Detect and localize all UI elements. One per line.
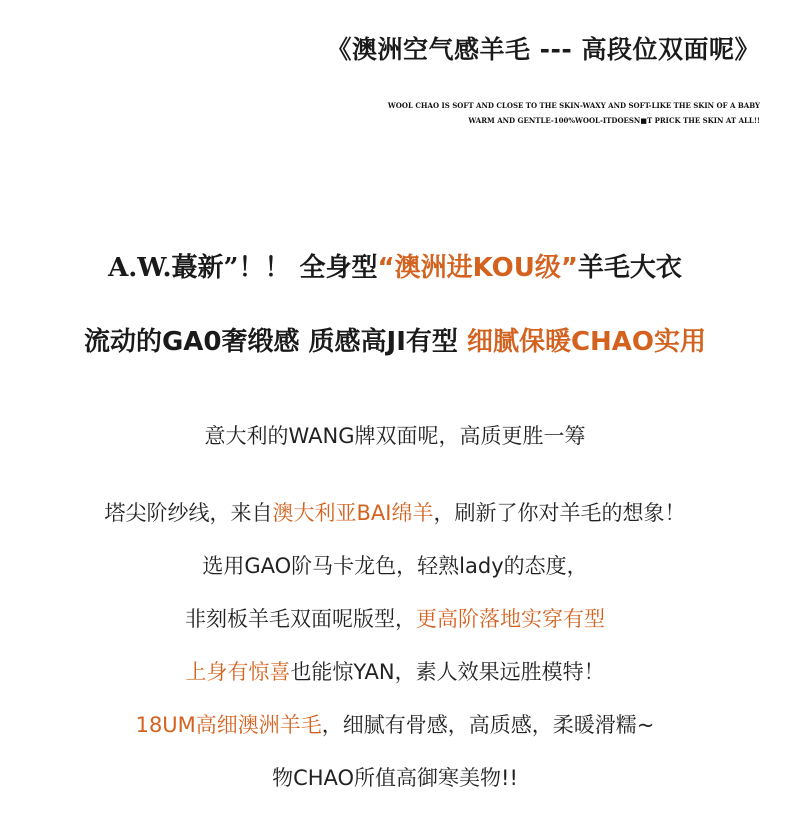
body-line-1-highlight: 澳大利亚BAI绵羊: [272, 501, 434, 525]
page-title: 《澳洲空气感羊毛 --- 高段位双面呢》: [326, 35, 760, 64]
headline-1-text: 全身型: [290, 253, 378, 283]
headline-2-text: 流动的GA0奢缎感 质感高JI有型: [83, 327, 467, 357]
body-line-4-highlight: 上身有惊喜: [185, 660, 291, 684]
body-line-5-highlight: 18UM高细澳洲羊毛: [135, 713, 322, 737]
headline-1: [0, 247, 790, 284]
english-subtitle-line-2: WARM AND GENTLE-100%WOOL-ITDOESN■T PRICK THE SKIN AT ALL!!: [468, 116, 760, 125]
body-line-3-highlight: 更高阶落地实穿有型: [416, 607, 605, 631]
headline-1-product: 羊毛大衣: [577, 253, 682, 283]
body-line-1: [0, 497, 790, 527]
body-line-6: 物CHAO所值高御寒美物!!: [272, 766, 518, 790]
headline-2-highlight: 细腻保暖CHAO实用: [466, 327, 707, 357]
headline-1-brand: A.W.蕞新”！！: [108, 253, 291, 283]
body-line-1-text-c: ，刷新了你对羊毛的想象！: [433, 501, 686, 525]
body-line-5: [0, 709, 790, 739]
body-line-3-text: 非刻板羊毛双面呢版型，: [185, 607, 416, 631]
body-line-0: 意大利的WANG牌双面呢，高质更胜一筹: [204, 424, 586, 448]
body-line-1-text-a: 塔尖阶纱线，来自: [104, 501, 273, 525]
body-line-5-text: ，细腻有骨感，高质感，柔暖滑糯~: [321, 713, 655, 737]
body-line-4-text: 也能惊YAN，素人效果远胜模特！: [290, 660, 605, 684]
body-line-2: 选用GAO阶马卡龙色，轻熟lady的态度，: [202, 554, 588, 578]
headline-2: [0, 321, 790, 358]
body-line-3: [0, 603, 790, 633]
headline-1-highlight: “澳洲进KOU级”: [377, 253, 578, 283]
english-subtitle-line-1: WOOL CHAO IS SOFT AND CLOSE TO THE SKIN-WAXY AND SOFT-LIKE THE SKIN OF A BABY: [387, 101, 760, 110]
body-line-4: [0, 656, 790, 686]
